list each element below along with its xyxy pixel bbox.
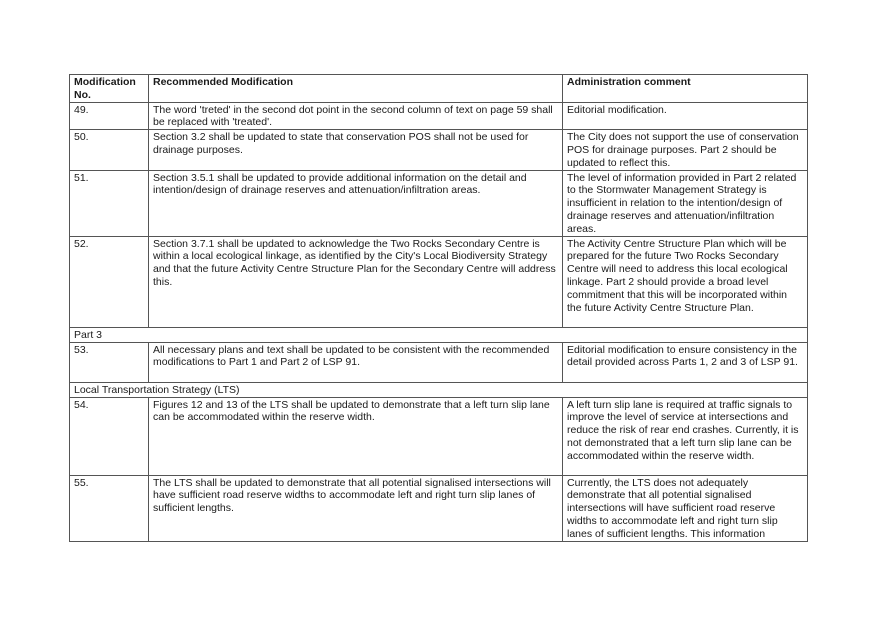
modification-number: 51. [70, 170, 149, 236]
administration-comment: The level of information provided in Part 2 related to the Stormwater Management Strategy is insufficient in relation to the intention/design of drainage reserves and attenuation/infiltration areas. [563, 170, 808, 236]
modification-text: The word 'treted' in the second dot point in the second column of text on page 59 shall be replaced with 'treated'. [149, 102, 563, 130]
administration-comment: Currently, the LTS does not adequately demonstrate that all potential signalised intersections will have sufficient road reserve widths to accommodate left and right turn slip lanes of sufficient lengths. This information [563, 475, 808, 541]
modification-number: 50. [70, 130, 149, 170]
modification-number: 53. [70, 342, 149, 382]
modifications-table [69, 74, 808, 542]
modification-text: Figures 12 and 13 of the LTS shall be updated to demonstrate that a left turn slip lane can be accommodated within the reserve width. [149, 397, 563, 475]
modification-number: 54. [70, 397, 149, 475]
table-row [70, 475, 808, 541]
table-row [70, 130, 808, 170]
administration-comment: Editorial modification. [563, 102, 808, 130]
modification-number: 52. [70, 236, 149, 327]
section-row-part-3 [70, 327, 808, 342]
administration-comment: Editorial modification to ensure consistency in the detail provided across Parts 1, 2 and 3 of LSP 91. [563, 342, 808, 382]
modification-text: The LTS shall be updated to demonstrate that all potential signalised intersections will have sufficient road reserve widths to accommodate left and right turn slip lanes of sufficient lengths. [149, 475, 563, 541]
section-row-lts [70, 382, 808, 397]
modification-number: 49. [70, 102, 149, 130]
table-row [70, 102, 808, 130]
section-heading: Part 3 [70, 327, 808, 342]
header-modification-no: Modification No. [70, 75, 149, 103]
administration-comment: A left turn slip lane is required at traffic signals to improve the level of service at intersections and reduce the risk of rear end crashes. Currently, it is not demonstrated that a left turn slip lane can be accommodated within the reserve width. [563, 397, 808, 475]
header-administration-comment: Administration comment [563, 75, 808, 103]
modification-text: Section 3.5.1 shall be updated to provide additional information on the detail and intention/design of drainage reserves and attenuation/infiltration areas. [149, 170, 563, 236]
header-recommended-modification: Recommended Modification [149, 75, 563, 103]
administration-comment: The Activity Centre Structure Plan which will be prepared for the future Two Rocks Secondary Centre will need to address this local ecological linkage. Part 2 should provide a broad level commitment that this will be incorporated within the future Activity Centre Structure Plan. [563, 236, 808, 327]
administration-comment: The City does not support the use of conservation POS for drainage purposes. Part 2 should be updated to reflect this. [563, 130, 808, 170]
table-row [70, 170, 808, 236]
table-row [70, 236, 808, 327]
table-row [70, 342, 808, 382]
modification-text: Section 3.7.1 shall be updated to acknowledge the Two Rocks Secondary Centre is within a local ecological linkage, as identified by the City's Local Biodiversity Strategy and that the future Activity Centre Structure Plan for the Secondary Centre will address this. [149, 236, 563, 327]
table-header-row [70, 75, 808, 103]
table-row [70, 397, 808, 475]
modification-number: 55. [70, 475, 149, 541]
modification-text: All necessary plans and text shall be updated to be consistent with the recommended modifications to Part 1 and Part 2 of LSP 91. [149, 342, 563, 382]
section-heading: Local Transportation Strategy (LTS) [70, 382, 808, 397]
modification-text: Section 3.2 shall be updated to state that conservation POS shall not be used for drainage purposes. [149, 130, 563, 170]
